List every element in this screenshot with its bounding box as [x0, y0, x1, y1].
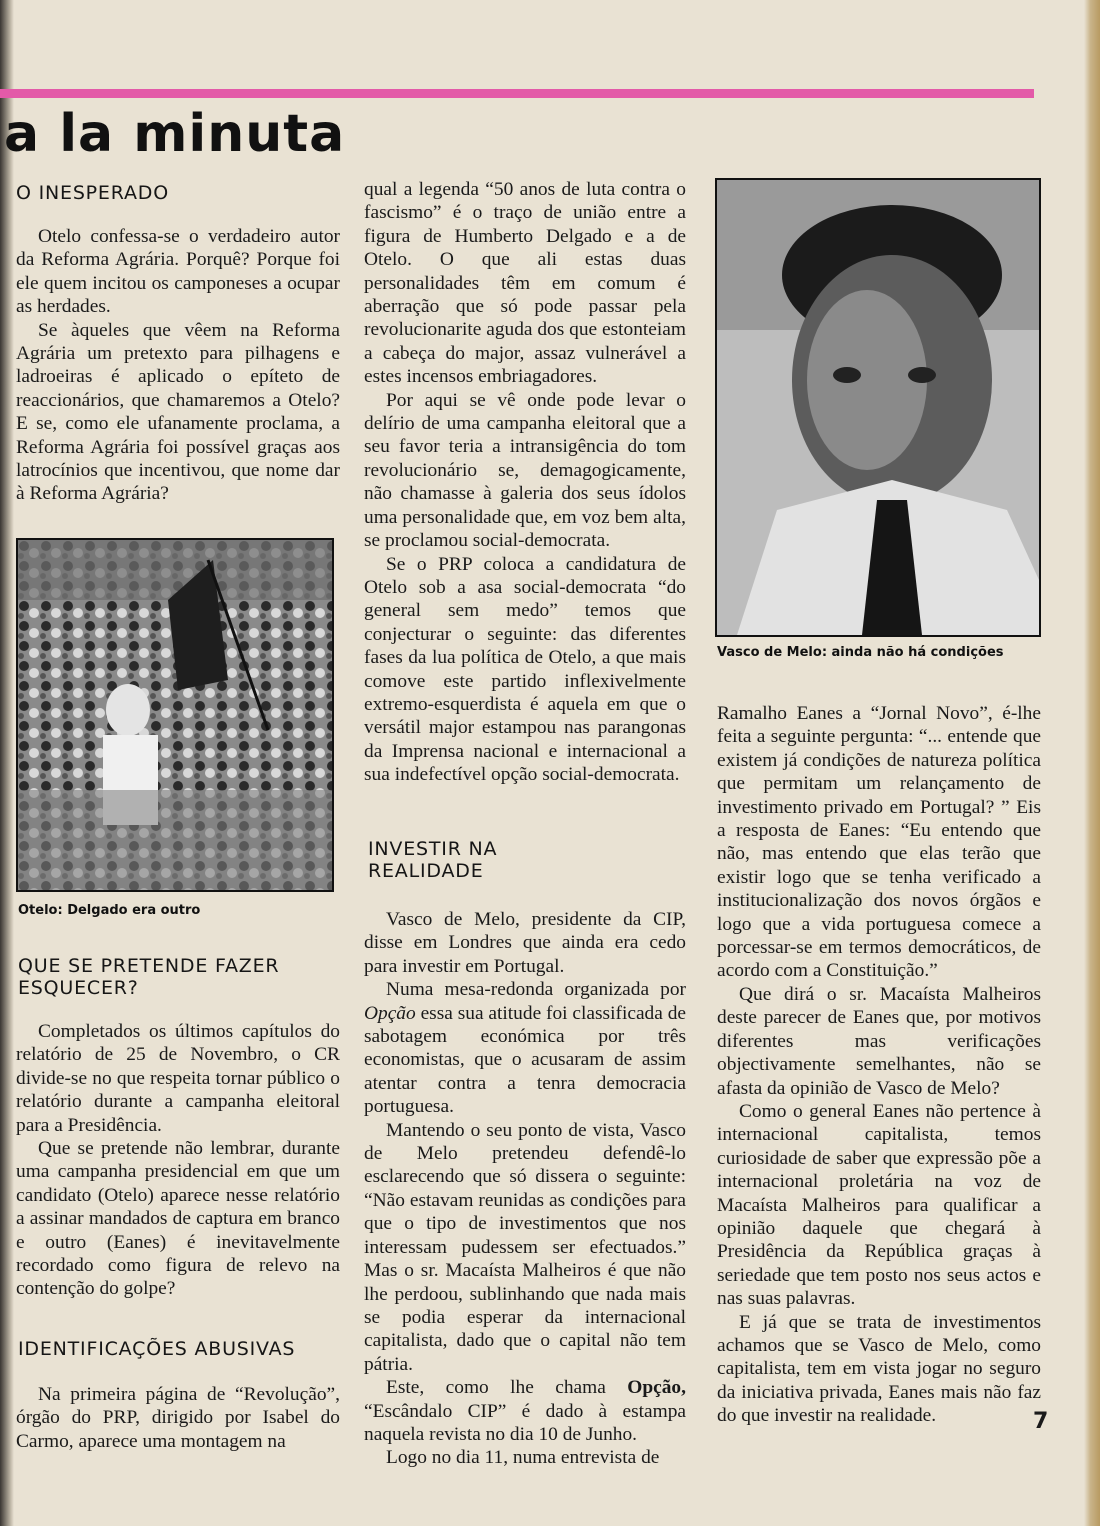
publication-name: Opção,: [627, 1377, 686, 1399]
text-run: Numa mesa-redonda organizada por: [386, 979, 686, 1001]
text-run: essa sua atitude foi classificada de sabotagem económica por três economistas, que o acusaram de assim atentar contra a tenra democracia portuguesa.: [364, 1002, 687, 1118]
paragraph: Vasco de Melo, presidente da CIP, disse em Londres que ainda era cedo para investir em Portugal.: [364, 909, 686, 977]
photo-caption-vasco: Vasco de Melo: ainda não há condições: [717, 645, 1004, 660]
photo-caption-otelo: Otelo: Delgado era outro: [18, 903, 201, 918]
article-investir-part1: [364, 908, 686, 1470]
crowd-photo: [16, 538, 334, 892]
paragraph: Na primeira página de “Revolução”, órgão do PRP, dirigido por Isabel do Carmo, aparece uma montagem na: [16, 1384, 340, 1452]
article-investir-part2: [717, 702, 1041, 1428]
paragraph: [364, 978, 686, 1118]
section-title: a la minuta: [4, 104, 346, 164]
paragraph: Que se pretende não lembrar, durante uma campanha presidencial em que um candidato (Otelo) aparece nesse relatório a assinar mandados de captura em branco e outro (Eanes) é inevitavelmente recordado como figura de relevo na contenção do golpe?: [16, 1138, 340, 1300]
paragraph: Se o PRP coloca a candidatura de Otelo sob a asa social-democrata “do general sem medo” temos que conjecturar o seguinte: das diferentes fases da lua política de Otelo, a que mais comove este partido inflexivelmente extremo-esquerdista é aquela em que o versátil major estampou nas parangonas da Imprensa nacional e internacional a sua indefectível opção social-democrata.: [364, 553, 686, 786]
paragraph: Otelo confessa-se o verdadeiro autor da Reforma Agrária. Porquê? Porque foi ele quem incitou os camponeses a ocupar as herdades.: [16, 226, 340, 318]
paragraph: Logo no dia 11, numa entrevista de: [386, 1447, 660, 1469]
paragraph: Que dirá o sr. Macaísta Malheiros deste parecer de Eanes que, por motivos diferentes mas verificações objectivamente semelhantes, não se afasta da opinião de Vasco de Melo?: [717, 983, 1041, 1099]
article-identificacoes-part1: [16, 1383, 340, 1453]
paragraph: E já que se trata de investimentos achamos que se Vasco de Melo, como capitalista, tem em vista jogar no seguro da iniciativa privada, Eanes mais não faz do que investir na realidade.: [717, 1311, 1041, 1427]
heading-o-inesperado: O INESPERADO: [16, 182, 169, 204]
page-binding-shadow: [0, 0, 14, 1526]
header-rule: [0, 89, 1034, 98]
heading-investir: INVESTIR NA REALIDADE: [368, 838, 498, 882]
portrait-photo: [715, 178, 1041, 637]
text-run: “Escândalo CIP” é dado à estampa naquela revista no dia 10 de Junho.: [364, 1400, 686, 1445]
article-que-se-pretende: [16, 1020, 340, 1301]
article-identificacoes-part2: [364, 178, 686, 787]
page-number: 7: [1033, 1409, 1049, 1434]
paragraph: Ramalho Eanes a “Jornal Novo”, é-lhe feita a seguinte pergunta: “... entende que existem já condições de natureza política que permitam um relançamento de investimento privado em Portugal? ” Eis a resposta de Eanes: “Eu entendo que não, mas entendo que elas terão que existir logo que se tenha verificado a institucionalização dos novos órgãos e logo que a vida portuguesa comece a porcessar-se em termos democráticos, de acordo com a Constituição.”: [717, 703, 1041, 982]
publication-name: Opção: [364, 1002, 416, 1024]
paragraph: Se àqueles que vêem na Reforma Agrária um pretexto para pilhagens e ladroeiras é aplicado o epíteto de reaccionários, que chamaremos a Otelo? E se, como ele ufanamente proclama, a Reforma Agrária foi possível graças aos latrocínios que incentivou, que nome dar à Reforma Agrária?: [16, 319, 340, 505]
paragraph: [364, 1376, 686, 1446]
paragraph: Completados os últimos capítulos do relatório de 25 de Novembro, o CR divide-se no que respeita tornar público o relatório durante a campanha eleitoral para a Presidência.: [16, 1021, 340, 1136]
paragraph: qual a legenda “50 anos de luta contra o fascismo” é o traço de união entre a figura de Humberto Delgado e a de Otelo. O que ali estas duas personalidades têm em comum é aberração que só pode passar pela revolucionarite aguda dos que estonteiam a cabeça do major, assaz vulnerável a estes incensos embriagadores.: [364, 179, 686, 388]
heading-que-se-pretende: QUE SE PRETENDE FAZER ESQUECER?: [18, 955, 280, 999]
paragraph: Mantendo o seu ponto de vista, Vasco de Melo pretendeu defendê-lo esclarecendo que só dissera o seguinte: “Não estavam reunidas as condições para que o tipo de investimentos que nos interessam pudessem ser efectuados.” Mas o sr. Macaísta Malheiros é que não lhe perdoou, sublinhando que nada mais se podia esperar da internacional capitalista, dado que o capital não tem pátria.: [364, 1119, 686, 1375]
heading-identificacoes: IDENTIFICAÇÕES ABUSIVAS: [18, 1338, 296, 1360]
article-o-inesperado: [16, 225, 340, 506]
paragraph: Por aqui se vê onde pode levar o delírio de uma campanha eleitoral que a seu favor teria a intransigência do tom revolucionário se, demagogicamente, não chamasse à galeria dos seus ídolos uma personalidade que, em voz bem alta, se proclamou social-democrata.: [364, 389, 686, 552]
text-run: Este, como lhe chama: [386, 1377, 606, 1399]
paragraph: Como o general Eanes não pertence à internacional capitalista, temos curiosidade de saber que expressão põe a internacional proletária na voz de Macaísta Malheiros para qualificar a opinião daquele que chegará à Presidência da República graças à seriedade que tem posto nos seus actos e nas suas palavras.: [717, 1100, 1041, 1310]
page-edge: [1084, 0, 1100, 1526]
